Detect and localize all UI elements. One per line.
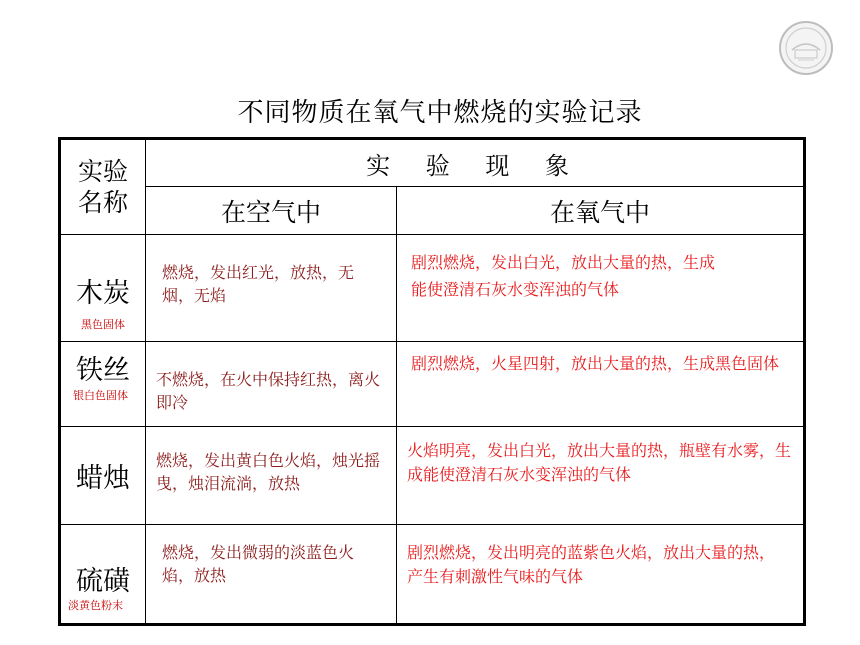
air-cell	[146, 342, 397, 427]
air-cell	[146, 427, 397, 525]
page-title: 不同物质在氧气中燃烧的实验记录	[237, 98, 643, 128]
substance-cell	[60, 525, 146, 625]
substance-note: 黑色固体	[81, 318, 125, 331]
substance-name: 硫磺	[76, 566, 130, 597]
header-name-line2: 名称	[77, 188, 128, 217]
oxygen-cell	[397, 235, 805, 342]
air-cell	[146, 235, 397, 342]
header-in-oxygen: 在氧气中	[397, 187, 805, 235]
air-observation: 燃烧，发出微弱的淡蓝色火焰，放热	[162, 543, 355, 585]
substance-cell	[60, 235, 146, 342]
substance-note: 银白色固体	[73, 389, 128, 402]
air-observation: 燃烧，发出红光，放热，无烟，无焰	[162, 263, 355, 305]
oxygen-observation: 剧烈燃烧，发出白光，放出大量的热，生成能使澄清石灰水变浑浊的气体	[411, 253, 716, 299]
substance-name: 蜡烛	[76, 463, 130, 494]
oxygen-observation: 剧烈燃烧，火星四射，放出大量的热，生成黑色固体	[411, 354, 780, 373]
header-experiment-name	[60, 139, 146, 235]
table-row	[60, 427, 805, 525]
table-row	[60, 342, 805, 427]
header-in-air: 在空气中	[146, 187, 397, 235]
stamp-logo-icon	[778, 20, 834, 76]
table-row	[60, 525, 805, 625]
air-observation: 不燃烧，在火中保持红热，离火即冷	[156, 370, 381, 412]
table-row	[60, 235, 805, 342]
substance-cell	[60, 342, 146, 427]
oxygen-observation: 剧烈燃烧，发出明亮的蓝紫色火焰，放出大量的热，产生有刺激性气味的气体	[407, 543, 776, 586]
substance-cell	[60, 427, 146, 525]
experiment-record-table	[58, 137, 806, 626]
oxygen-observation: 火焰明亮，发出白光，放出大量的热，瓶壁有水雾，生成能使澄清石灰水变浑浊的气体	[407, 441, 792, 484]
substance-note: 淡黄色粉末	[68, 599, 123, 612]
oxygen-cell	[397, 342, 805, 427]
air-cell	[146, 525, 397, 625]
oxygen-cell	[397, 427, 805, 525]
air-observation: 燃烧，发出黄白色火焰，烛光摇曳，烛泪流淌，放热	[156, 451, 381, 493]
substance-name: 木炭	[76, 278, 130, 309]
oxygen-cell	[397, 525, 805, 625]
substance-name: 铁丝	[76, 355, 130, 386]
header-phenomenon: 实 验 现 象	[146, 139, 805, 187]
header-name-line1: 实验	[77, 157, 128, 186]
